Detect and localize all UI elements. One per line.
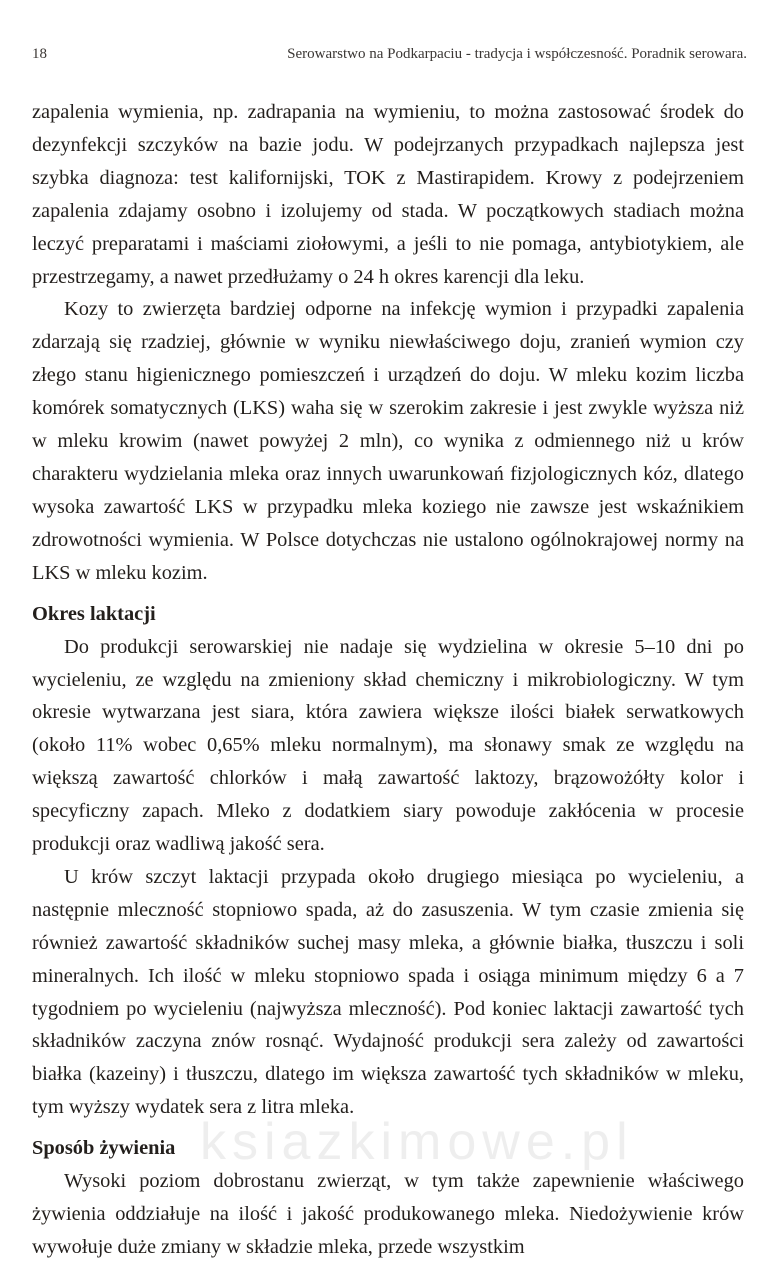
- running-header: [32, 46, 747, 68]
- body-text: [32, 96, 744, 1264]
- paragraph: U krów szczyt laktacji przypada około drugiego miesiąca po wycieleniu, a następnie mleczność stopniowo spada, aż do zasuszenia. W tym czasie zmienia się również zawartość składników suchej masy mleka, a głównie białka, tłuszczu i soli mineralnych. Ich ilość w mleku stopniowo spada i osiąga minimum między 6 a 7 tygodniem po wycieleniu (najwyższa mleczność). Pod koniec laktacji zawartość tych składników zaczyna znów rosnąć. Wydajność produkcji sera zależy od zawartości białka (kazeiny) i tłuszczu, dlatego im większa zawartość tych składników w mleku, tym wyższy wydatek sera z litra mleka.: [32, 865, 744, 1119]
- paragraph: Kozy to zwierzęta bardziej odporne na infekcję wymion i przypadki zapalenia zdarzają się rzadziej, głównie w wyniku niewłaściwego doju, zranień wymion czy złego stanu higienicznego pomieszczeń i urządzeń do doju. W mleku kozim liczba komórek somatycznych (LKS) waha się w szerokim zakresie i jest zwykle wyższa niż w mleku krowim (nawet powyżej 2 mln), co wynika z odmiennego niż u krów charakteru wydzielania mleka oraz innych uwarunkowań fizjologicznych kóz, dlatego wysoka zawartość LKS w przypadku mleka koziego nie zawsze jest wskaźnikiem zdrowotności wymienia. W Polsce dotychczas nie ustalono ogólnokrajowej normy na LKS w mleku kozim.: [32, 298, 744, 584]
- page-number: 18: [32, 46, 47, 62]
- watermark: ksiazkimowe.pl: [200, 1113, 634, 1171]
- running-title: Serowarstwo na Podkarpaciu - tradycja i współczesność. Poradnik serowara.: [287, 46, 747, 62]
- section-heading-feeding: Sposób żywienia: [32, 1137, 176, 1160]
- paragraph: Do produkcji serowarskiej nie nadaje się wydzielina w okresie 5–10 dni po wycieleniu, ze względu na zmieniony skład chemiczny i mikrobiologiczny. W tym okresie wytwarzana jest siara, która zawiera większe ilości białek serwatkowych (około 11% wobec 0,65% mleku normalnym), ma słonawy smak ze względu na większą zawartość chlorków i małą zawartość laktozy, brązowożółty kolor i specyficzny zapach. Mleko z dodatkiem siary powoduje zakłócenia w procesie produkcji oraz wadliwą jakość sera.: [32, 635, 744, 856]
- paragraph: zapalenia wymienia, np. zadrapania na wymieniu, to można zastosować środek do dezynfekcji szczyków na bazie jodu. W podejrzanych przypadkach najlepsza jest szybka diagnoza: test kalifornijski, TOK z Mastirapidem. Krowy z podejrzeniem zapalenia zdajamy osobno i izolujemy od stada. W początkowych stadiach można leczyć preparatami i maściami ziołowymi, a jeśli to nie pomaga, antybiotykiem, ale przestrzegamy, a nawet przedłużamy o 24 h okres karencji dla leku.: [32, 101, 744, 288]
- paragraph: Wysoki poziom dobrostanu zwierząt, w tym także zapewnienie właściwego żywienia oddziałuje na ilość i jakość produkowanego mleka. Niedożywienie krów wywołuje duże zmiany w składzie mleka, przede wszystkim: [32, 1170, 744, 1258]
- section-heading-lactation: Okres laktacji: [32, 602, 156, 625]
